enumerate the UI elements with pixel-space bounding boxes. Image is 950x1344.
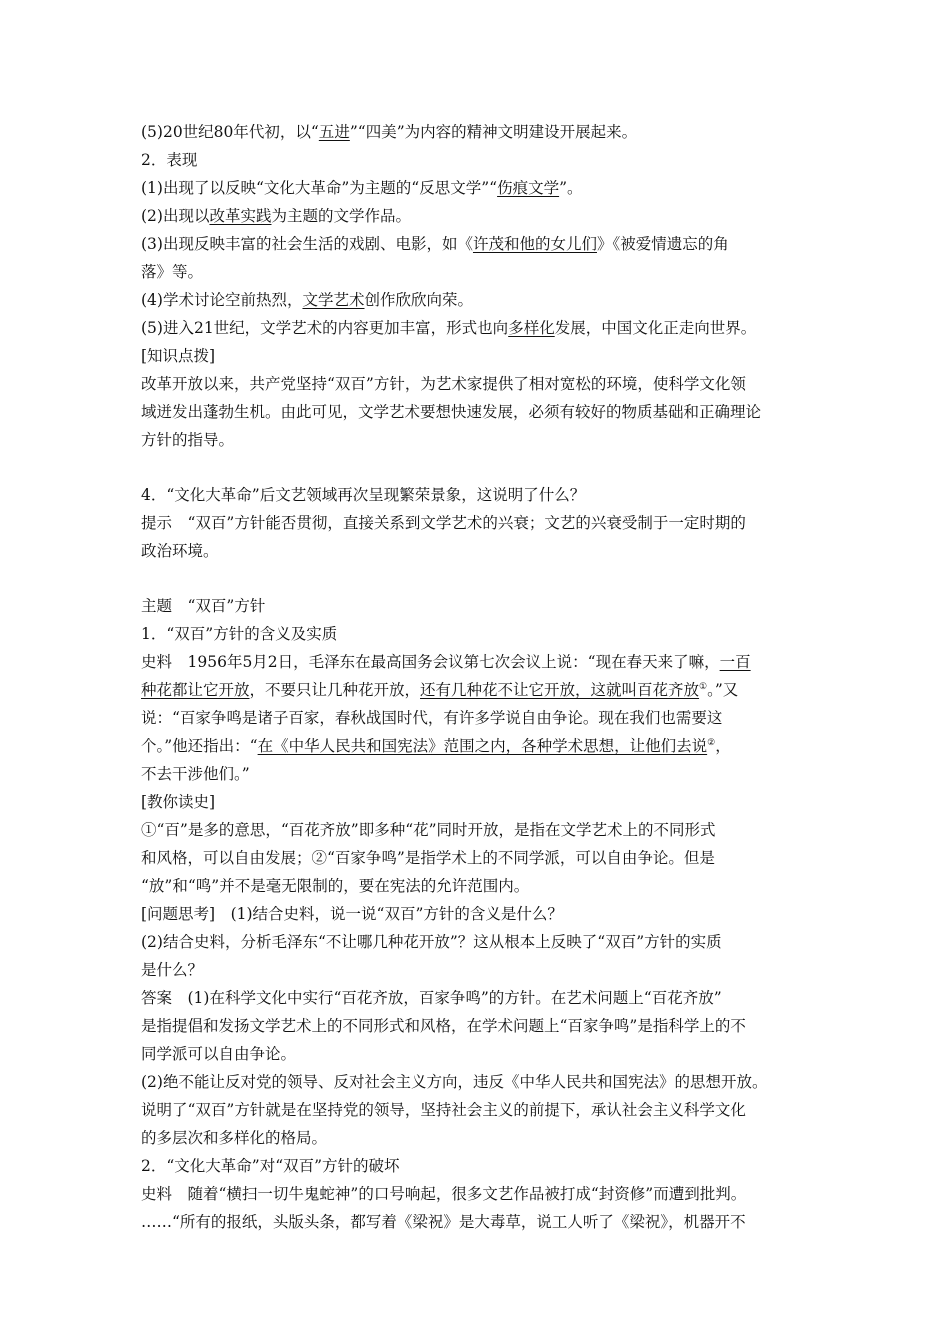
topic-heading: 主题 “双百”方针 xyxy=(141,597,266,615)
text-line: 史料 随着“横扫一切牛鬼蛇神”的口号响起，很多文艺作品被打成“封资修”而遭到批判。 xyxy=(141,1185,747,1203)
text-line: (3)出现反映丰富的社会生活的戏剧、电影，如《许茂和他的女儿们》《被爱情遗忘的角 xyxy=(141,235,729,253)
underlined-term: 种花都让它开放 xyxy=(141,681,250,699)
text-line: ……“所有的报纸，头版头条，都写着《梁祝》是大毒草，说工人听了《梁祝》，机器开不 xyxy=(141,1213,746,1231)
hint-line: 政治环境。 xyxy=(141,542,219,560)
text-line: 说：“百家争鸣是诸子百家，春秋战国时代，有许多学说自由争论。现在我们也需要这 xyxy=(141,709,723,727)
text-line: (1)出现了以反映“文化大革命”为主题的“反思文学”“伤痕文学”。 xyxy=(141,179,583,197)
underlined-term: 还有几种花不让它开放，这就叫百花齐放 xyxy=(420,681,700,699)
text-line: 史料 1956年5月2日，毛泽东在最高国务会议第七次会议上说：“现在春天来了嘛，一百 xyxy=(141,653,751,671)
question: 4．“文化大革命”后文艺领域再次呈现繁荣景象，这说明了什么？ xyxy=(141,486,586,504)
question: (2)结合史料，分析毛泽东“不让哪几种花开放”？这从根本上反映了“双百”方针的实质 xyxy=(141,933,722,951)
question: 是什么？ xyxy=(141,961,204,979)
underlined-term: 改革实践 xyxy=(209,207,272,225)
answer-line: 说明了“双百”方针就是在坚持党的领导，坚持社会主义的前提下，承认社会主义科学文化 xyxy=(141,1101,746,1119)
underlined-term: 伤痕文学 xyxy=(497,179,560,197)
subheading: 2．“文化大革命”对“双百”方针的破坏 xyxy=(141,1157,400,1175)
footnote-marker: ② xyxy=(707,738,716,748)
text-line: ①“百”是多的意思，“百花齐放”即多种“花”同时开放，是指在文学艺术上的不同形式 xyxy=(141,821,716,839)
text-line: “放”和“鸣”并不是毫无限制的，要在宪法的允许范围内。 xyxy=(141,877,530,895)
answer-line: 是指提倡和发扬文学艺术上的不同形式和风格，在学术问题上“百家争鸣”是指科学上的不 xyxy=(141,1017,746,1035)
underlined-term: 文学艺术 xyxy=(302,291,365,309)
text-line: 域迸发出蓬勃生机。由此可见，文学艺术要想快速发展，必须有较好的物质基础和正确理论 xyxy=(141,403,762,421)
text-line: 不去干涉他们。” xyxy=(141,765,250,783)
question: [问题思考] (1)结合史料，说一说“双百”方针的含义是什么？ xyxy=(141,905,563,923)
text-line: (5)进入21世纪，文学艺术的内容更加丰富，形式也向多样化发展，中国文化正走向世界。 xyxy=(141,319,757,337)
underlined-term: 多样化 xyxy=(508,319,555,337)
answer-line: 同学派可以自由争论。 xyxy=(141,1045,297,1063)
footnote-marker: ① xyxy=(699,682,708,692)
subheading: 1．“双百”方针的含义及实质 xyxy=(141,625,338,643)
underlined-term: 一百 xyxy=(719,653,751,671)
underlined-term: 五进 xyxy=(318,123,350,141)
text-line: 落》等。 xyxy=(141,263,204,281)
underlined-term: 许茂和他的女儿们 xyxy=(472,235,597,253)
document-page xyxy=(141,118,821,1236)
section-label: [教你读史] xyxy=(141,793,216,811)
subheading: 2．表现 xyxy=(141,151,198,169)
text-line: 方针的指导。 xyxy=(141,431,235,449)
hint-line: 提示 “双百”方针能否贯彻，直接关系到文学艺术的兴衰；文艺的兴衰受制于一定时期的 xyxy=(141,514,746,532)
text-line: 个。”他还指出：“在《中华人民共和国宪法》范围之内，各种学术思想，让他们去说②， xyxy=(141,737,731,755)
answer-line: 的多层次和多样化的格局。 xyxy=(141,1129,328,1147)
underlined-term: 在《中华人民共和国宪法》范围之内，各种学术思想，让他们去说 xyxy=(257,737,708,755)
text-line: (2)出现以改革实践为主题的文学作品。 xyxy=(141,207,411,225)
answer-line: 答案 (1)在科学文化中实行“百花齐放，百家争鸣”的方针。在艺术问题上“百花齐放” xyxy=(141,989,722,1007)
text-line: (5)20世纪80年代初，以“五进”“四美”为内容的精神文明建设开展起来。 xyxy=(141,123,638,141)
text-line: 改革开放以来，共产党坚持“双百”方针，为艺术家提供了相对宽松的环境，使科学文化领 xyxy=(141,375,746,393)
text-line: 种花都让它开放，不要只让几种花开放，还有几种花不让它开放，这就叫百花齐放①。”又 xyxy=(141,681,739,699)
section-label: [知识点拨] xyxy=(141,347,216,365)
answer-line: (2)绝不能让反对党的领导、反对社会主义方向，违反《中华人民共和国宪法》的思想开放。 xyxy=(141,1073,768,1091)
text-line: 和风格，可以自由发展；②“百家争鸣”是指学术上的不同学派，可以自由争论。但是 xyxy=(141,849,715,867)
text-line: (4)学术讨论空前热烈，文学艺术创作欣欣向荣。 xyxy=(141,291,473,309)
